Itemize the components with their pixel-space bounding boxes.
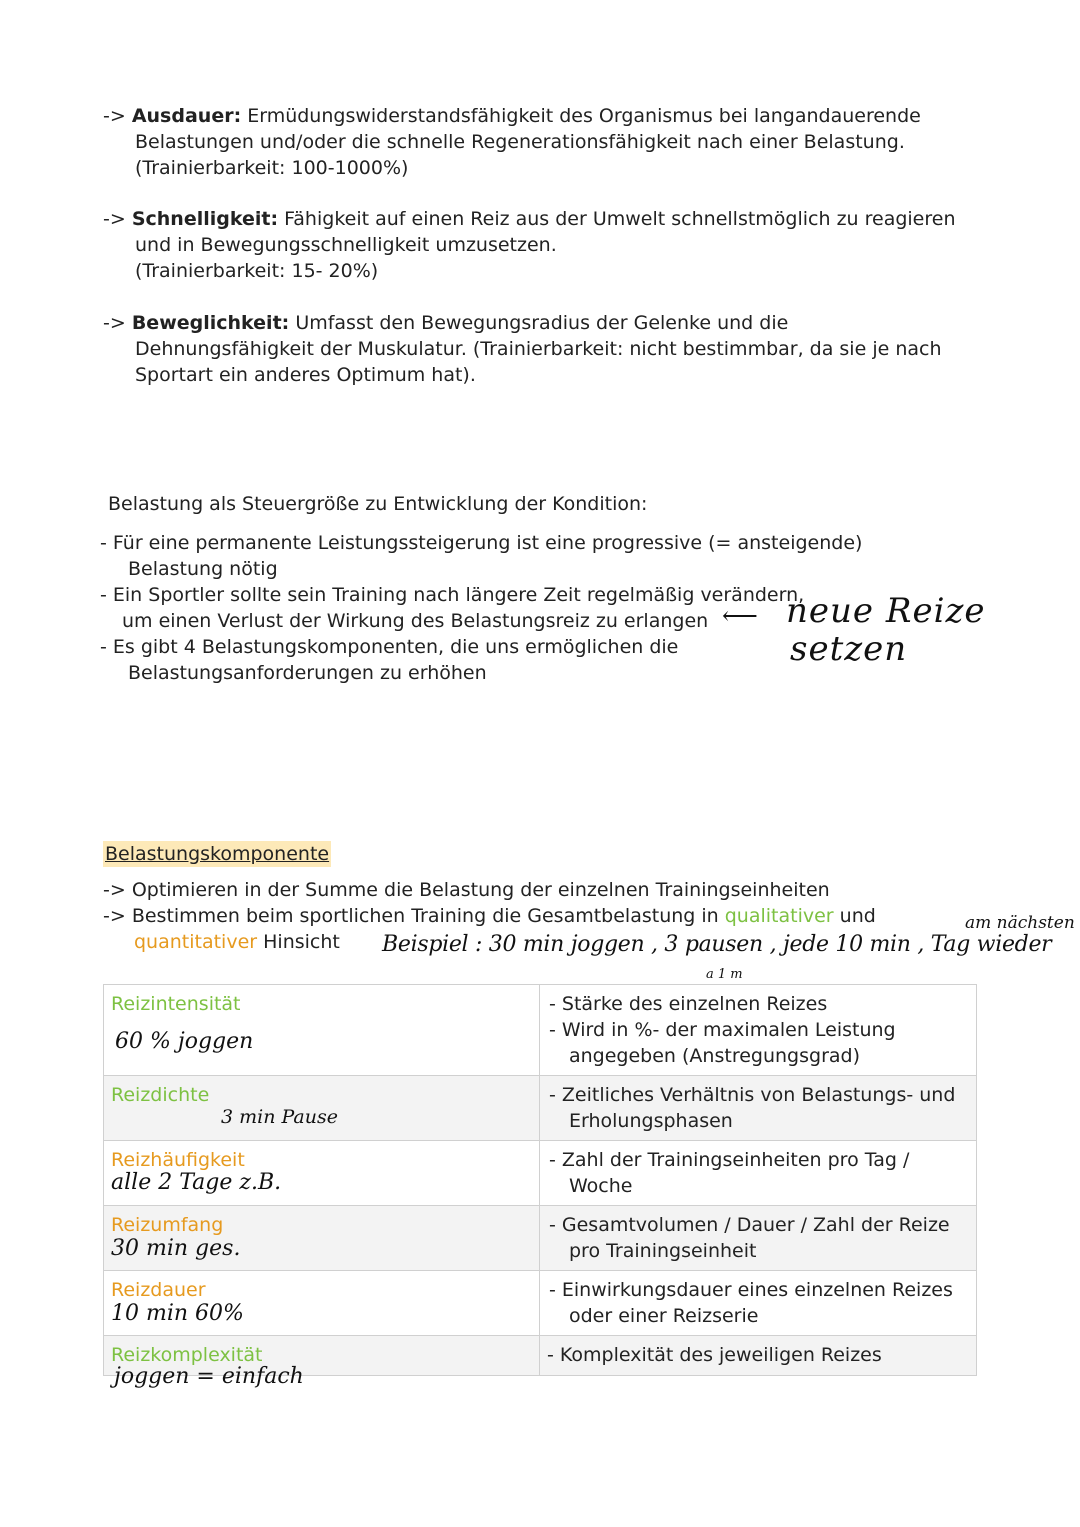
handwritten-note: joggen = einfach: [114, 1364, 304, 1389]
table-cell-label: [104, 1141, 540, 1206]
bullet-item: - Ein Sportler sollte sein Training nach längere Zeit regelmäßig verändern,: [100, 584, 805, 606]
table-cell-desc: [540, 985, 977, 1076]
table-cell-label: [104, 1206, 540, 1271]
handwritten-note: 10 min 60%: [111, 1301, 244, 1326]
table-row: [104, 1206, 977, 1271]
table-cell-desc: [540, 1336, 977, 1376]
definition-text: Fähigkeit auf einen Reiz aus der Umwelt schnellstmöglich zu reagieren: [284, 208, 956, 230]
table-cell-desc: [540, 1271, 977, 1336]
qualitativ-word: qualitativer: [724, 905, 834, 927]
handwritten-note: 3 min Pause: [221, 1106, 338, 1128]
table-row: [104, 1076, 977, 1141]
component-label: Reizintensität: [111, 993, 241, 1015]
arrow: ->: [103, 105, 126, 127]
definition-ausdauer: [103, 103, 1003, 181]
definition-text: Ermüdungswiderstandsfähigkeit des Organismus bei langandauerende: [247, 105, 921, 127]
component-label: Reizhäufigkeit: [111, 1149, 245, 1171]
bullet-item-cont: Belastungsanforderungen zu erhöhen: [128, 662, 487, 684]
component-label: Reizumfang: [111, 1214, 224, 1236]
table-cell-label: [104, 985, 540, 1076]
table-cell-label: [104, 1076, 540, 1141]
definition-text: (Trainierbarkeit: 100-1000%): [135, 157, 409, 179]
handwritten-example: Beispiel : 30 min joggen , 3 pausen , jede 10 min , Tag wieder: [382, 932, 1052, 957]
table-cell-desc: [540, 1206, 977, 1271]
definition-text: Umfasst den Bewegungsradius der Gelenke und die: [295, 312, 789, 334]
desc-item: - Einwirkungsdauer eines einzelnen Reizes oder einer Reizserie: [549, 1279, 953, 1327]
desc-item: - Wird in %- der maximalen Leistung angegeben (Anstregungsgrad): [549, 1019, 896, 1067]
component-label: Reizdichte: [111, 1084, 210, 1106]
belastungskomponenten-table: [103, 984, 977, 1389]
definition-schnelligkeit: [103, 206, 1003, 284]
component-label: Reizdauer: [111, 1279, 206, 1301]
section-title-komponente: Belastungskomponente: [105, 843, 330, 865]
definition-text: (Trainierbarkeit: 15- 20%): [135, 260, 379, 282]
definition-text: Sportart ein anderes Optimum hat).: [135, 364, 476, 386]
desc-item: - Gesamtvolumen / Dauer / Zahl der Reize pro Trainingseinheit: [549, 1214, 950, 1262]
desc-item: - Zeitliches Verhältnis von Belastungs- und Erholungsphasen: [549, 1084, 956, 1132]
handwritten-note: neue Reize: [786, 591, 986, 631]
table-row: [104, 985, 977, 1076]
komponente-line: -> Bestimmen beim sportlichen Training die Gesamtbelastung in qualitativer und: [103, 905, 876, 927]
handwritten-note: setzen: [790, 629, 908, 669]
definition-beweglichkeit: [103, 310, 1003, 388]
komponente-line: quantitativer Hinsicht: [134, 931, 340, 953]
arrow: ->: [103, 208, 126, 230]
component-label: Reizkomplexität: [111, 1344, 263, 1366]
desc-item: - Komplexität des jeweiligen Reizes: [547, 1344, 882, 1366]
handwritten-note: am nächsten: [965, 913, 1075, 933]
bullet-item-cont: Belastung nötig: [128, 558, 278, 580]
handwritten-note: 60 % joggen: [115, 1029, 254, 1054]
definition-text: Dehnungsfähigkeit der Muskulatur. (Trainierbarkeit: nicht bestimmbar, da sie je nach: [135, 338, 942, 360]
table-row: [104, 1141, 977, 1206]
term: Beweglichkeit:: [131, 312, 290, 334]
handwritten-arrow-icon: ⟵: [722, 601, 758, 630]
bullet-item-cont: um einen Verlust der Wirkung des Belastungsreiz zu erlangen: [122, 610, 709, 632]
bullet-item: - Für eine permanente Leistungssteigerung ist eine progressive (= ansteigende): [100, 532, 863, 554]
desc-item: - Stärke des einzelnen Reizes: [549, 993, 828, 1015]
term: Schnelligkeit:: [131, 208, 279, 230]
handwritten-note: a 1 m: [706, 967, 743, 982]
definition-text: und in Bewegungsschnelligkeit umzusetzen.: [135, 234, 557, 256]
table-row: [104, 1336, 977, 1376]
bullet-item: - Es gibt 4 Belastungskomponenten, die uns ermöglichen die: [100, 636, 679, 658]
handwritten-note: 30 min ges.: [111, 1236, 241, 1261]
desc-item: - Zahl der Trainingseinheiten pro Tag / Woche: [549, 1149, 910, 1197]
quantitativ-word: quantitativer: [134, 931, 258, 953]
arrow: ->: [103, 312, 126, 334]
komponente-line: -> Optimieren in der Summe die Belastung der einzelnen Trainingseinheiten: [103, 879, 830, 901]
table-cell-desc: [540, 1076, 977, 1141]
definition-text: Belastungen und/oder die schnelle Regenerationsfähigkeit nach einer Belastung.: [135, 131, 905, 153]
term: Ausdauer:: [131, 105, 242, 127]
table-cell-label: [104, 1336, 540, 1389]
handwritten-note: alle 2 Tage z.B.: [111, 1170, 282, 1195]
table-cell-label: [104, 1271, 540, 1336]
section-title-belastung: Belastung als Steuergröße zu Entwicklung der Kondition:: [108, 493, 648, 515]
table-row: [104, 1271, 977, 1336]
table-cell-desc: [540, 1141, 977, 1206]
